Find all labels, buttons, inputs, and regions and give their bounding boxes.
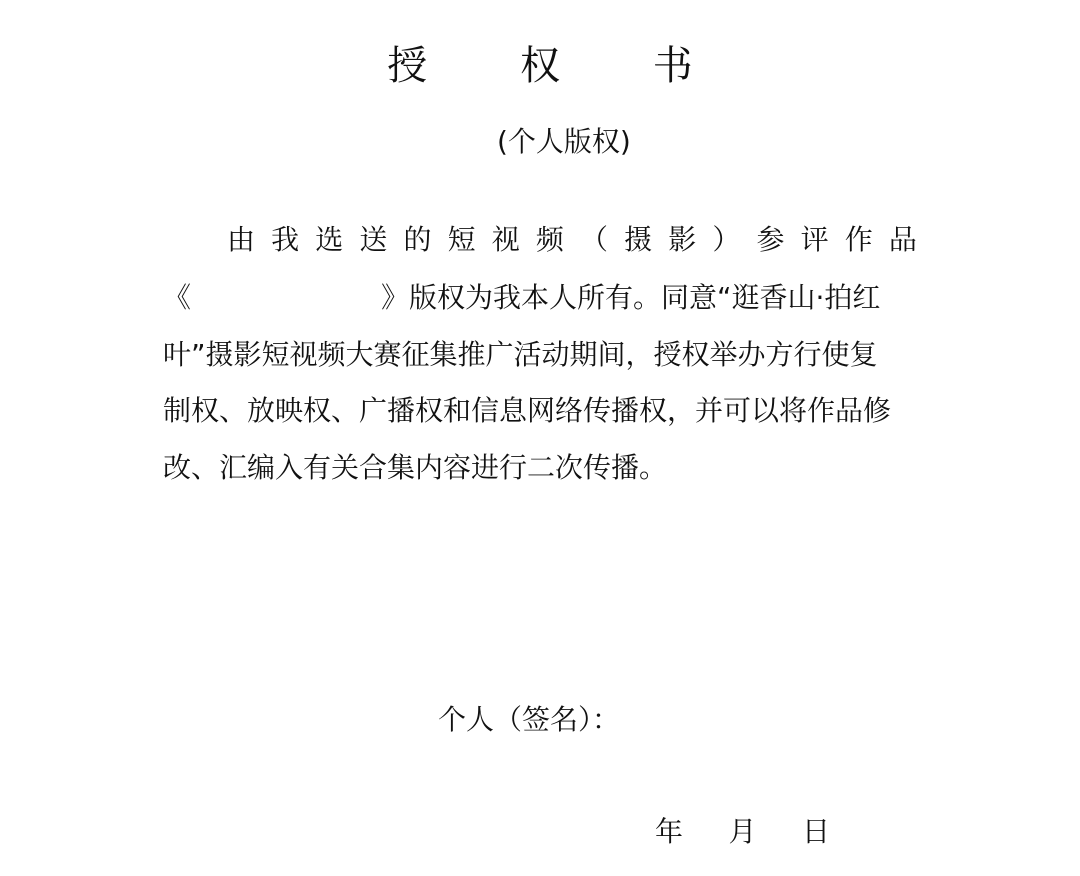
paragraph-token: 评 [800,223,829,256]
paragraph-line-1 [227,220,917,260]
paragraph-token: 品 [888,223,917,256]
title-char-3: 书 [652,43,693,89]
date-day-label: 日 [801,815,830,848]
paragraph-token: 参 [756,223,785,256]
paragraph-token: （ [580,223,609,256]
paragraph-token: 影 [668,223,697,256]
paragraph-token: 频 [535,223,564,256]
document-title [0,38,1080,94]
paragraph-line-3: 叶”摄影短视频大赛征集推广活动期间，授权举办方行使复 [163,338,878,371]
date-year-label: 年 [655,815,684,848]
paragraph-token: 的 [403,223,432,256]
paragraph-token: 送 [359,223,388,256]
paragraph-token: 摄 [624,223,653,256]
paragraph-line-2 [163,278,918,318]
paragraph-token: 我 [271,223,300,256]
paragraph-token: 由 [227,223,256,256]
work-title-open-mark: 《 [163,281,192,314]
title-char-1: 授 [387,43,428,89]
title-char-2: 权 [520,43,560,89]
date-month-label: 月 [728,815,757,848]
paragraph-token: 视 [491,223,520,256]
paragraph-line-2-text: 》版权为我本人所有。同意“逛香山·拍红 [381,281,881,314]
paragraph-token: 作 [844,223,873,256]
date-line [655,812,830,852]
paragraph-token: 选 [315,223,344,256]
signature-label: 个人（签名）： [438,703,621,736]
paragraph-token: ） [712,223,741,256]
paragraph-line-5: 改、汇编入有关合集内容进行二次传播。 [163,451,668,484]
paragraph-token: 短 [447,223,476,256]
document-subtitle: (个人版权) [497,125,631,158]
paragraph-line-4: 制权、放映权、广播权和信息网络传播权，并可以将作品修 [163,394,892,427]
